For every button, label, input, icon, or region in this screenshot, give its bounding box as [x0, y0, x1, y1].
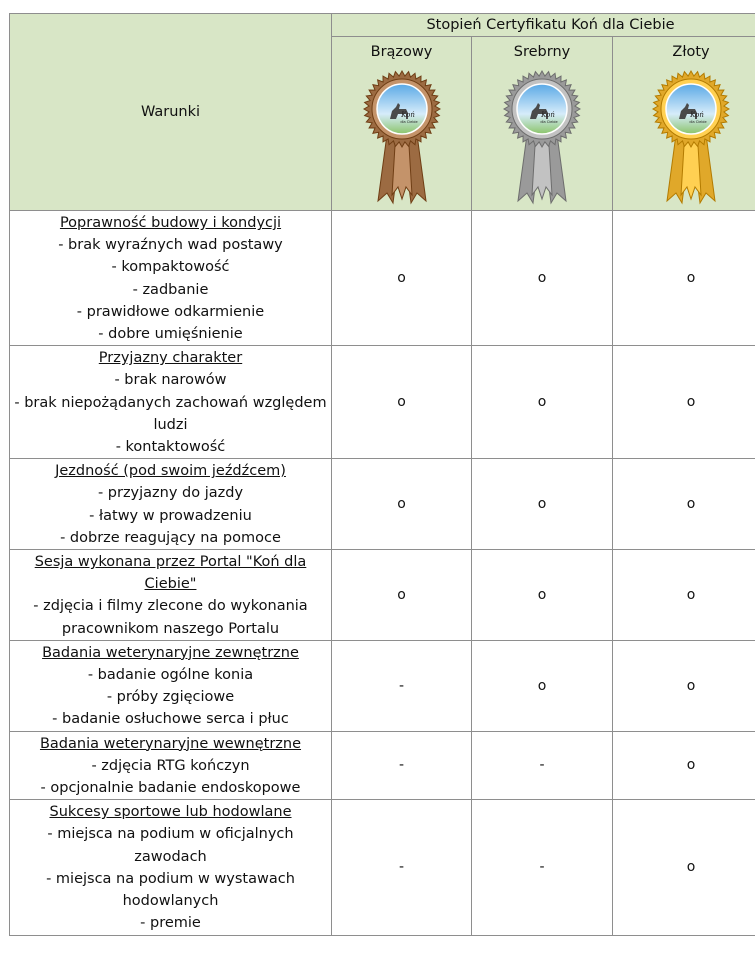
- mark-bronze: -: [332, 640, 472, 731]
- mark-silver: o: [472, 211, 613, 346]
- condition-item: - premie: [140, 915, 201, 932]
- bronze-rosette-icon: [362, 67, 442, 207]
- level-gold-label: Złoty: [672, 44, 710, 60]
- mark-bronze: -: [332, 731, 472, 800]
- condition-cell: [10, 550, 332, 641]
- svg-text:Koń: Koń: [400, 111, 415, 119]
- condition-item: - łatwy w prowadzeniu: [89, 507, 252, 524]
- condition-cell: [10, 640, 332, 731]
- condition-item: - miejsca na podium w wystawach hodowlanych: [46, 870, 295, 910]
- condition-title: Badania weterynaryjne zewnętrzne: [42, 644, 299, 661]
- condition-title: Sesja wykonana przez Portal "Koń dla Ciebie": [34, 554, 307, 593]
- mark-silver: -: [472, 731, 613, 800]
- mark-bronze: o: [332, 459, 472, 550]
- condition-item: - zdjęcia RTG kończyn: [91, 757, 250, 774]
- silver-rosette-icon: [502, 67, 582, 207]
- table-row: [10, 459, 755, 550]
- table-row: [10, 550, 755, 641]
- svg-text:Koń: Koń: [541, 111, 555, 119]
- level-gold-header: [613, 37, 755, 211]
- svg-text:Koń: Koń: [690, 111, 704, 119]
- condition-item: - brak wyraźnych wad postawy: [58, 237, 283, 254]
- condition-title: Poprawność budowy i kondycji: [59, 215, 282, 231]
- mark-gold: o: [613, 731, 755, 800]
- condition-item: - zdjęcia i filmy zlecone do wykonania pracownikom naszego Portalu: [33, 598, 308, 637]
- conditions-header: [10, 14, 332, 211]
- table-row: [10, 640, 755, 731]
- condition-cell: [10, 800, 332, 935]
- condition-cell: [10, 459, 332, 550]
- condition-item: - prawidłowe odkarmienie: [76, 303, 265, 320]
- condition-item: - miejsca na podium w oficjalnych zawodach: [47, 826, 294, 865]
- table-row: [10, 800, 755, 935]
- condition-item: - dobrze reagujący na pomoce: [60, 529, 281, 546]
- svg-text:dla Ciebie: dla Ciebie: [399, 120, 418, 124]
- condition-item: - dobre umięśnienie: [98, 326, 243, 343]
- mark-gold: o: [613, 459, 755, 550]
- mark-bronze: o: [332, 346, 472, 459]
- condition-title: Jezdność (pod swoim jeźdźcem): [55, 463, 286, 480]
- condition-title: Sukcesy sportowe lub hodowlane: [49, 804, 292, 821]
- condition-cell: [10, 211, 332, 346]
- table-row: [10, 346, 755, 459]
- condition-item: - przyjazny do jazdy: [97, 485, 244, 502]
- condition-item: - próby zgięciowe: [106, 689, 235, 706]
- mark-bronze: o: [332, 211, 472, 346]
- condition-cell: [10, 731, 332, 800]
- condition-item: - badanie ogólne konia: [87, 667, 254, 684]
- condition-item: - brak niepożądanych zachowań względem ludzi: [14, 394, 327, 433]
- mark-gold: o: [613, 800, 755, 935]
- mark-silver: o: [472, 550, 613, 641]
- mark-gold: o: [613, 550, 755, 641]
- table-row: [10, 211, 755, 346]
- condition-item: - kompaktowość: [111, 259, 230, 276]
- mark-silver: o: [472, 346, 613, 459]
- mark-bronze: -: [332, 800, 472, 935]
- conditions-label: Warunki: [140, 104, 201, 120]
- level-silver-header: [472, 37, 613, 211]
- condition-item: - kontaktowość: [115, 439, 226, 456]
- svg-text:dla Ciebie: dla Ciebie: [689, 120, 707, 124]
- mark-silver: o: [472, 459, 613, 550]
- condition-item: - zadbanie: [132, 281, 209, 298]
- mark-silver: o: [472, 640, 613, 731]
- condition-cell: [10, 346, 332, 459]
- condition-item: - badanie osłuchowe serca i płuc: [52, 711, 289, 728]
- condition-title: Przyjazny charakter: [98, 350, 243, 367]
- level-bronze-header: [332, 37, 472, 211]
- level-silver-label: Srebrny: [513, 44, 571, 60]
- svg-text:dla Ciebie: dla Ciebie: [540, 120, 558, 124]
- mark-gold: o: [613, 211, 755, 346]
- level-bronze-label: Brązowy: [370, 44, 433, 60]
- mark-bronze: o: [332, 550, 472, 641]
- condition-title: Badania weterynaryjne wewnętrzne: [39, 735, 302, 752]
- gold-rosette-icon: [651, 67, 731, 207]
- certificate-title: Stopień Certyfikatu Koń dla Ciebie: [426, 17, 675, 33]
- certificate-title-cell: [332, 14, 755, 37]
- condition-item: - opcjonalnie badanie endoskopowe: [40, 780, 301, 797]
- table-row: [10, 731, 755, 800]
- certificate-table: [9, 13, 755, 936]
- condition-item: - brak narowów: [114, 372, 227, 389]
- mark-gold: o: [613, 640, 755, 731]
- mark-gold: o: [613, 346, 755, 459]
- mark-silver: -: [472, 800, 613, 935]
